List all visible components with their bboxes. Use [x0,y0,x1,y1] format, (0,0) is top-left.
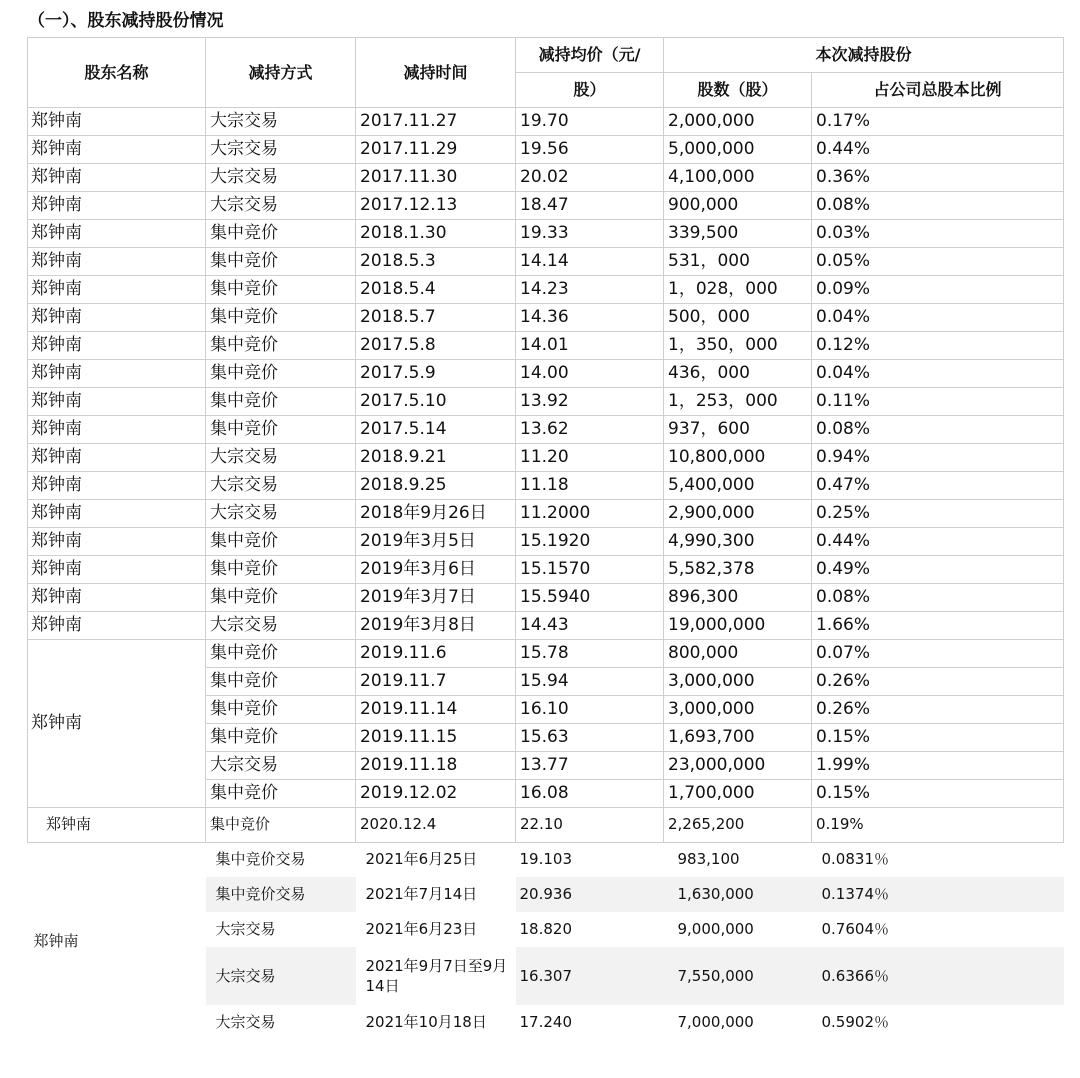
method-cell: 大宗交易 [215,1013,276,1031]
table-row [28,842,1064,877]
price-cell: 13.77 [516,752,664,780]
ratio-cell: 0.26% [812,696,1064,724]
ratio-cell: 0.1374％ [812,877,1064,912]
shares-cell: 500，000 [664,304,812,332]
block-2020 [28,808,1064,843]
ratio-cell: 0.07% [812,640,1064,668]
table-row [28,136,1064,164]
header-time: 减持时间 [356,38,516,108]
time-cell: 2018.9.25 [356,472,516,500]
time-cell: 2021年6月23日 [365,920,478,938]
shareholder-name-cell: 郑钟南 [28,164,206,192]
table-row [28,192,1064,220]
table-row [28,444,1064,472]
table-row [28,360,1064,388]
method-cell: 大宗交易 [206,192,356,220]
time-cell: 2017.12.13 [356,192,516,220]
price-cell: 15.94 [516,668,664,696]
shareholder-name-cell: 郑钟南 [33,931,79,950]
table-row [28,612,1064,640]
time-cell: 2018.5.7 [356,304,516,332]
header-group: 本次减持股份 [664,38,1064,73]
method-cell: 集中竞价 [206,304,356,332]
shareholder-name-cell: 郑钟南 [28,220,206,248]
method-cell: 大宗交易 [206,472,356,500]
ratio-cell: 0.49% [812,556,1064,584]
time-cell: 2021年9月7日至9月14日 [365,956,508,995]
ratio-cell: 0.36% [812,164,1064,192]
shares-cell: 1，028，000 [664,276,812,304]
method-cell: 集中竞价 [206,276,356,304]
shareholder-name-cell: 郑钟南 [28,276,206,304]
shares-cell: 1,630,000 [664,877,812,912]
shares-cell: 937，600 [664,416,812,444]
shares-cell: 2,265,200 [664,808,812,843]
shares-cell: 4,100,000 [664,164,812,192]
time-cell: 2019年3月6日 [356,556,516,584]
shareholder-name-cell: 郑钟南 [28,304,206,332]
method-cell: 集中竞价 [206,696,356,724]
shareholder-name-cell: 郑钟南 [28,360,206,388]
block-2019-nov [28,640,1064,808]
ratio-cell: 0.0831％ [821,850,889,869]
shareholder-name-cell: 郑钟南 [28,332,206,360]
method-cell: 集中竞价 [206,668,356,696]
block-2017-2019 [28,108,1064,640]
price-cell: 14.43 [516,612,664,640]
method-cell: 集中竞价 [206,220,356,248]
ratio-cell: 0.05% [812,248,1064,276]
price-cell: 16.08 [516,780,664,808]
time-cell: 2019年3月8日 [356,612,516,640]
price-cell: 19.103 [519,850,572,869]
ratio-cell: 0.12% [812,332,1064,360]
shareholder-name-cell: 郑钟南 [28,640,206,808]
shares-cell: 3,000,000 [664,668,812,696]
shares-cell: 1,693,700 [664,724,812,752]
table-row [28,304,1064,332]
method-cell: 集中竞价交易 [215,850,306,869]
time-cell: 2019.11.6 [356,640,516,668]
time-cell: 2018.9.21 [356,444,516,472]
ratio-cell: 0.11% [812,388,1064,416]
reduction-table [27,37,1064,1040]
method-cell: 大宗交易 [215,920,276,938]
price-cell: 13.62 [516,416,664,444]
time-cell: 2018.5.4 [356,276,516,304]
method-cell: 大宗交易 [206,500,356,528]
shareholder-name-cell: 郑钟南 [28,388,206,416]
ratio-cell: 0.08% [812,192,1064,220]
time-cell: 2019.11.7 [356,668,516,696]
shares-cell: 9,000,000 [677,920,754,938]
shares-cell: 10,800,000 [664,444,812,472]
shares-cell: 19,000,000 [664,612,812,640]
method-cell: 集中竞价 [206,360,356,388]
price-cell: 15.1920 [516,528,664,556]
table-row [28,472,1064,500]
shares-cell: 983,100 [677,850,740,869]
table-row [28,220,1064,248]
price-cell: 20.02 [516,164,664,192]
table-row [28,556,1064,584]
time-cell: 2017.5.14 [356,416,516,444]
shares-cell: 1，253，000 [664,388,812,416]
time-cell: 2017.5.9 [356,360,516,388]
time-cell: 2021年6月25日 [365,850,478,869]
method-cell: 集中竞价 [206,724,356,752]
table-row [28,808,1064,843]
ratio-cell: 1.66% [812,612,1064,640]
table-row [28,108,1064,136]
ratio-cell: 0.04% [812,360,1064,388]
price-cell: 14.23 [516,276,664,304]
price-cell: 15.1570 [516,556,664,584]
shares-cell: 5,000,000 [664,136,812,164]
method-cell: 大宗交易 [206,752,356,780]
time-cell: 2019.11.14 [356,696,516,724]
shares-cell: 5,400,000 [664,472,812,500]
table-row [28,584,1064,612]
price-cell: 22.10 [516,808,664,843]
ratio-cell: 0.08% [812,416,1064,444]
method-cell: 集中竞价 [206,416,356,444]
header-shares: 股数（股） [664,73,812,108]
shares-cell: 531，000 [664,248,812,276]
time-cell: 2018.1.30 [356,220,516,248]
time-cell: 2019.11.15 [356,724,516,752]
price-cell: 17.240 [519,1013,572,1031]
method-cell: 大宗交易 [206,947,356,1005]
table-row [28,276,1064,304]
ratio-cell: 0.09% [812,276,1064,304]
price-cell: 14.00 [516,360,664,388]
block-2021 [28,842,1064,1040]
shareholder-name-cell: 郑钟南 [28,500,206,528]
method-cell: 大宗交易 [206,444,356,472]
method-cell: 集中竞价 [206,528,356,556]
shareholder-name-cell: 郑钟南 [28,192,206,220]
method-cell: 大宗交易 [206,612,356,640]
header-name: 股东名称 [28,38,206,108]
shares-cell: 3,000,000 [664,696,812,724]
shares-cell: 1,700,000 [664,780,812,808]
shares-cell: 5,582,378 [664,556,812,584]
shares-cell: 7,550,000 [664,947,812,1005]
ratio-cell: 0.44% [812,136,1064,164]
method-cell: 集中竞价 [206,332,356,360]
price-cell: 20.936 [516,877,664,912]
shareholder-name-cell: 郑钟南 [28,472,206,500]
shares-cell: 7,000,000 [677,1013,754,1031]
time-cell: 2019年3月7日 [356,584,516,612]
table-row [28,332,1064,360]
table-row [28,528,1064,556]
shareholder-name-cell: 郑钟南 [28,136,206,164]
time-cell: 2019.11.18 [356,752,516,780]
price-cell: 19.33 [516,220,664,248]
price-cell: 19.70 [516,108,664,136]
method-cell: 集中竞价 [206,780,356,808]
time-cell: 2017.11.29 [356,136,516,164]
shareholder-name-cell: 郑钟南 [28,416,206,444]
method-cell: 大宗交易 [206,108,356,136]
shares-cell: 2,000,000 [664,108,812,136]
ratio-cell: 0.08% [812,584,1064,612]
ratio-cell: 0.03% [812,220,1064,248]
shareholder-name-cell: 郑钟南 [28,584,206,612]
method-cell: 集中竞价交易 [206,877,356,912]
method-cell: 大宗交易 [206,136,356,164]
table-header [28,38,1064,108]
time-cell: 2017.11.30 [356,164,516,192]
shareholder-name-cell: 郑钟南 [28,808,206,843]
price-cell: 11.2000 [516,500,664,528]
ratio-cell: 0.47% [812,472,1064,500]
time-cell: 2017.5.8 [356,332,516,360]
table-row [28,416,1064,444]
ratio-cell: 0.7604％ [821,920,889,938]
ratio-cell: 0.26% [812,668,1064,696]
ratio-cell: 0.94% [812,444,1064,472]
price-cell: 14.14 [516,248,664,276]
price-cell: 11.18 [516,472,664,500]
price-cell: 15.63 [516,724,664,752]
table-row [28,640,1064,668]
price-cell: 16.307 [516,947,664,1005]
shareholder-name-cell: 郑钟南 [28,612,206,640]
ratio-cell: 0.25% [812,500,1064,528]
method-cell: 大宗交易 [206,164,356,192]
ratio-cell: 0.19% [812,808,1064,843]
time-cell: 2017.11.27 [356,108,516,136]
shareholder-name-cell: 郑钟南 [28,444,206,472]
method-cell: 集中竞价 [206,584,356,612]
header-method: 减持方式 [206,38,356,108]
method-cell: 集中竞价 [206,388,356,416]
shares-cell: 23,000,000 [664,752,812,780]
shares-cell: 436，000 [664,360,812,388]
method-cell: 集中竞价 [206,556,356,584]
time-cell: 2017.5.10 [356,388,516,416]
shares-cell: 896,300 [664,584,812,612]
time-cell: 2019.12.02 [356,780,516,808]
shares-cell: 339,500 [664,220,812,248]
price-cell: 14.36 [516,304,664,332]
table-row [28,500,1064,528]
table-row [28,164,1064,192]
shareholder-name-cell: 郑钟南 [28,108,206,136]
price-cell: 15.5940 [516,584,664,612]
section-title: （一）、股东减持股份情况 [28,11,224,31]
time-cell: 2021年10月18日 [365,1013,487,1031]
price-cell: 11.20 [516,444,664,472]
ratio-cell: 0.15% [812,780,1064,808]
shareholder-name-cell: 郑钟南 [28,528,206,556]
method-cell: 集中竞价 [206,808,356,843]
price-cell: 16.10 [516,696,664,724]
ratio-cell: 0.5902％ [821,1013,889,1031]
ratio-cell: 0.15% [812,724,1064,752]
price-cell: 15.78 [516,640,664,668]
price-cell: 13.92 [516,388,664,416]
header-ratio: 占公司总股本比例 [812,73,1064,108]
price-cell: 14.01 [516,332,664,360]
shares-cell: 1，350，000 [664,332,812,360]
shares-cell: 800,000 [664,640,812,668]
table-row [28,388,1064,416]
time-cell: 2018.5.3 [356,248,516,276]
shareholder-name-cell: 郑钟南 [28,248,206,276]
header-price-line2: 股） [516,73,664,108]
shares-cell: 900,000 [664,192,812,220]
method-cell: 集中竞价 [206,248,356,276]
method-cell: 集中竞价 [206,640,356,668]
time-cell: 2019年3月5日 [356,528,516,556]
ratio-cell: 0.6366％ [812,947,1064,1005]
time-cell: 2018年9月26日 [356,500,516,528]
time-cell: 2021年7月14日 [365,885,478,903]
table-row [28,248,1064,276]
ratio-cell: 0.04% [812,304,1064,332]
shares-cell: 2,900,000 [664,500,812,528]
shares-cell: 4,990,300 [664,528,812,556]
time-cell: 2020.12.4 [356,808,516,843]
price-cell: 18.47 [516,192,664,220]
ratio-cell: 0.44% [812,528,1064,556]
ratio-cell: 1.99% [812,752,1064,780]
price-cell: 18.820 [519,920,572,938]
header-price-line1: 减持均价（元/ [516,38,664,73]
ratio-cell: 0.17% [812,108,1064,136]
shareholder-name-cell: 郑钟南 [28,556,206,584]
price-cell: 19.56 [516,136,664,164]
